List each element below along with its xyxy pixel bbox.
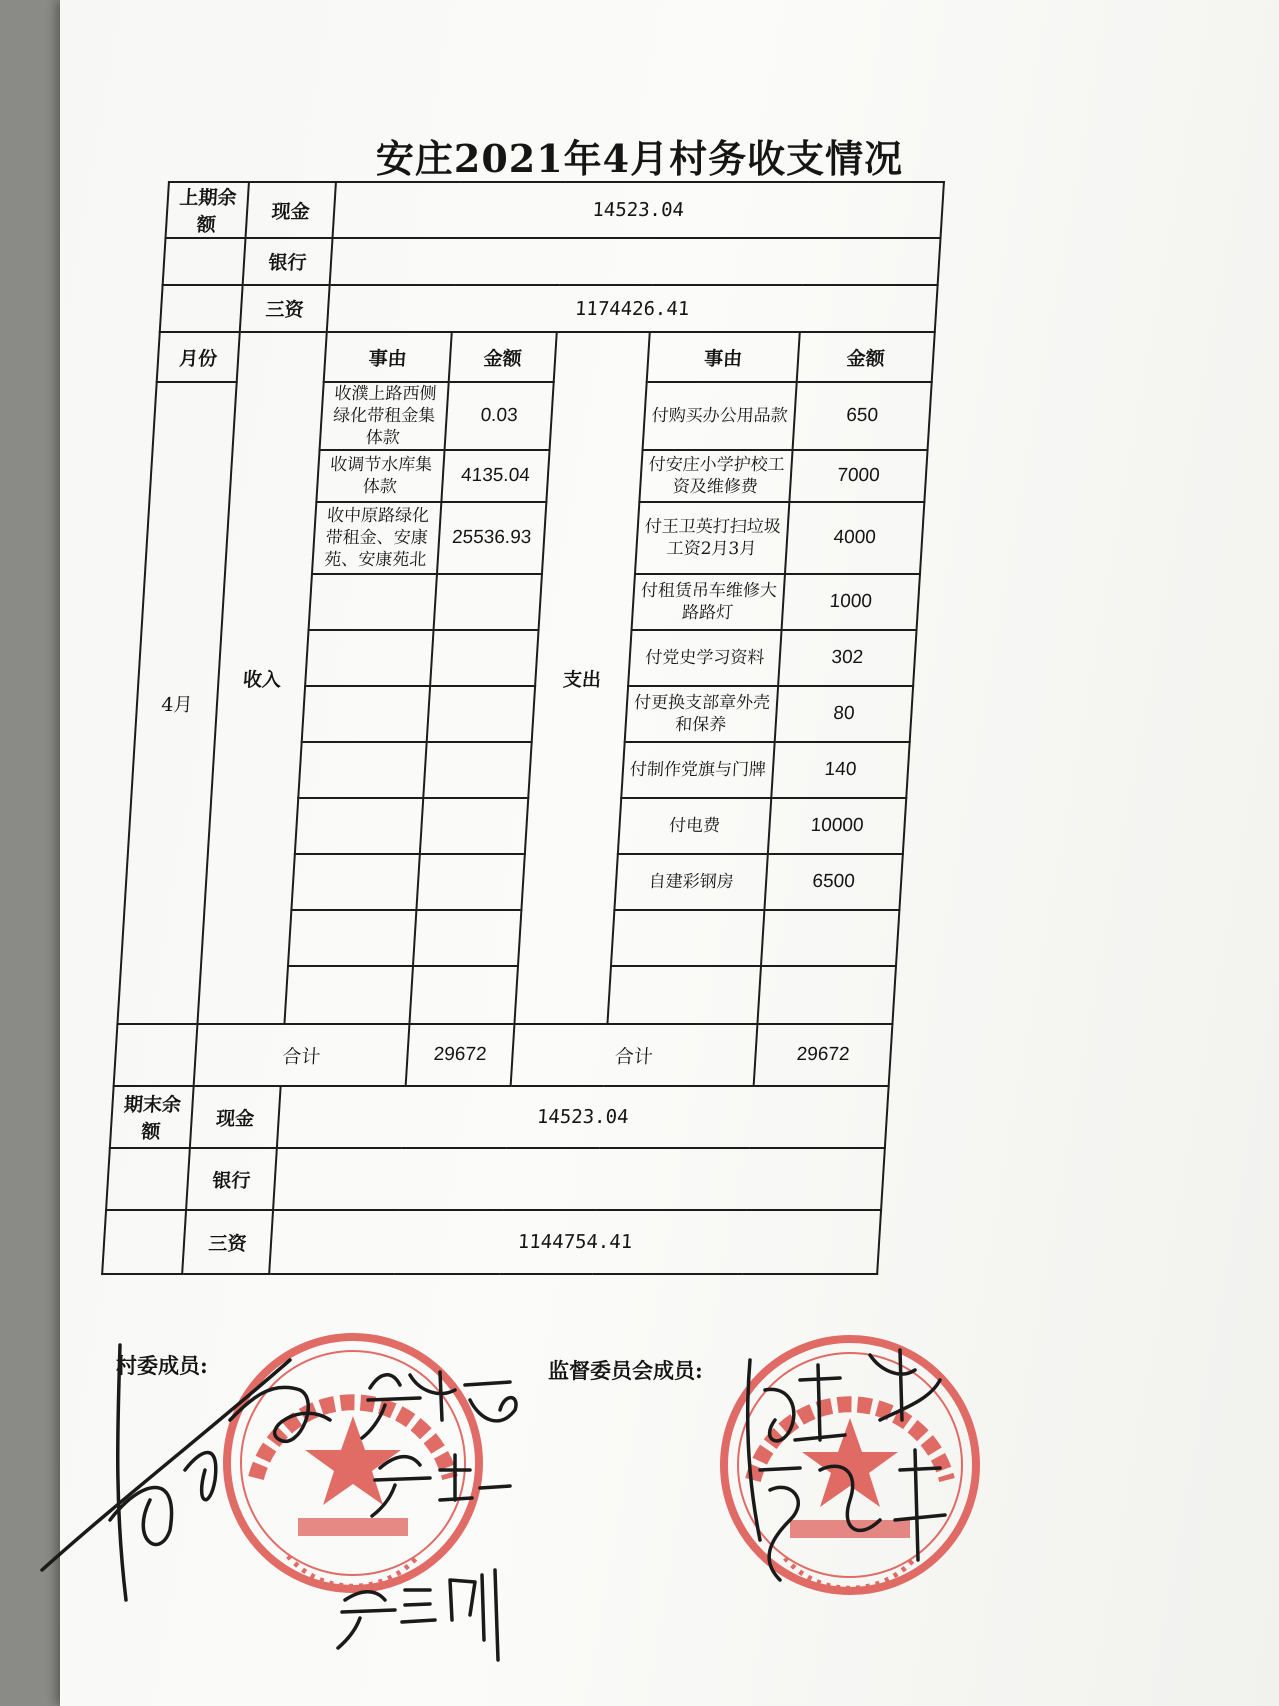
- income-reason: 收调节水库集体款: [316, 450, 444, 502]
- supervisory-committee-label: 监督委员会成员:: [548, 1358, 703, 1383]
- opening-cash-value: 14523.04: [333, 182, 944, 238]
- expense-total-value: 29672: [754, 1024, 893, 1086]
- expense-reason: 付电费: [618, 798, 771, 854]
- expense-reason: 付更换支部章外壳和保养: [625, 686, 778, 742]
- expense-total-label: 合计: [511, 1024, 758, 1086]
- expense-amount: 302: [778, 630, 916, 686]
- opening-assets-label: 三资: [240, 285, 330, 332]
- income-total-value: 29672: [406, 1024, 515, 1086]
- income-total-label: 合计: [194, 1024, 410, 1086]
- income-amount: 0.03: [445, 382, 554, 450]
- expense-reason: 付制作党旗与门牌: [621, 742, 774, 798]
- expense-reason: 付购买办公用品款: [643, 382, 797, 450]
- expense-amount: 7000: [789, 450, 927, 502]
- expense-label: 支出: [514, 332, 649, 1024]
- month-value: 4月: [117, 382, 236, 1024]
- income-amount: 25536.93: [437, 502, 546, 574]
- expense-amount-header: 金额: [797, 332, 935, 382]
- expense-reason: 自建彩钢房: [614, 854, 767, 910]
- income-amount-header: 金额: [449, 332, 557, 382]
- expense-reason: 付王卫英打扫垃圾工资2月3月: [635, 502, 789, 574]
- closing-cash-value: 14523.04: [277, 1086, 889, 1148]
- closing-cash-label: 现金: [190, 1086, 281, 1148]
- expense-reason-header: 事由: [647, 332, 800, 382]
- opening-bank-label: 银行: [243, 238, 333, 285]
- opening-assets-value: 1174426.41: [327, 285, 938, 332]
- expense-reason: 付租赁吊车维修大路路灯: [632, 574, 785, 630]
- village-committee-label: 村委成员:: [116, 1353, 208, 1378]
- closing-assets-value: 1144754.41: [269, 1210, 881, 1274]
- expense-reason: 付安庄小学护校工资及维修费: [639, 450, 792, 502]
- expense-amount: 650: [793, 382, 932, 450]
- income-label: 收入: [197, 332, 326, 1024]
- expense-amount: 6500: [764, 854, 902, 910]
- opening-cash-label: 现金: [246, 182, 336, 238]
- income-amount: 4135.04: [441, 450, 549, 502]
- closing-balance-label: 期末余额: [110, 1086, 194, 1148]
- income-reason-header: 事由: [324, 332, 452, 382]
- expense-reason: 付党史学习资料: [628, 630, 781, 686]
- page-title: 安庄2021年4月村务收支情况: [375, 136, 904, 181]
- income-reason: 收中原路绿化带租金、安康苑、安康苑北: [312, 502, 441, 574]
- closing-assets-label: 三资: [182, 1210, 273, 1274]
- income-reason: 收濮上路西侧绿化带租金集体款: [320, 382, 449, 450]
- opening-balance-label: 上期余额: [166, 182, 249, 238]
- expense-amount: 140: [771, 742, 909, 798]
- expense-amount: 4000: [785, 502, 924, 574]
- month-header: 月份: [157, 332, 240, 382]
- expense-amount: 80: [775, 686, 913, 742]
- expense-amount: 10000: [768, 798, 906, 854]
- closing-bank-label: 银行: [186, 1148, 277, 1210]
- expense-amount: 1000: [782, 574, 920, 630]
